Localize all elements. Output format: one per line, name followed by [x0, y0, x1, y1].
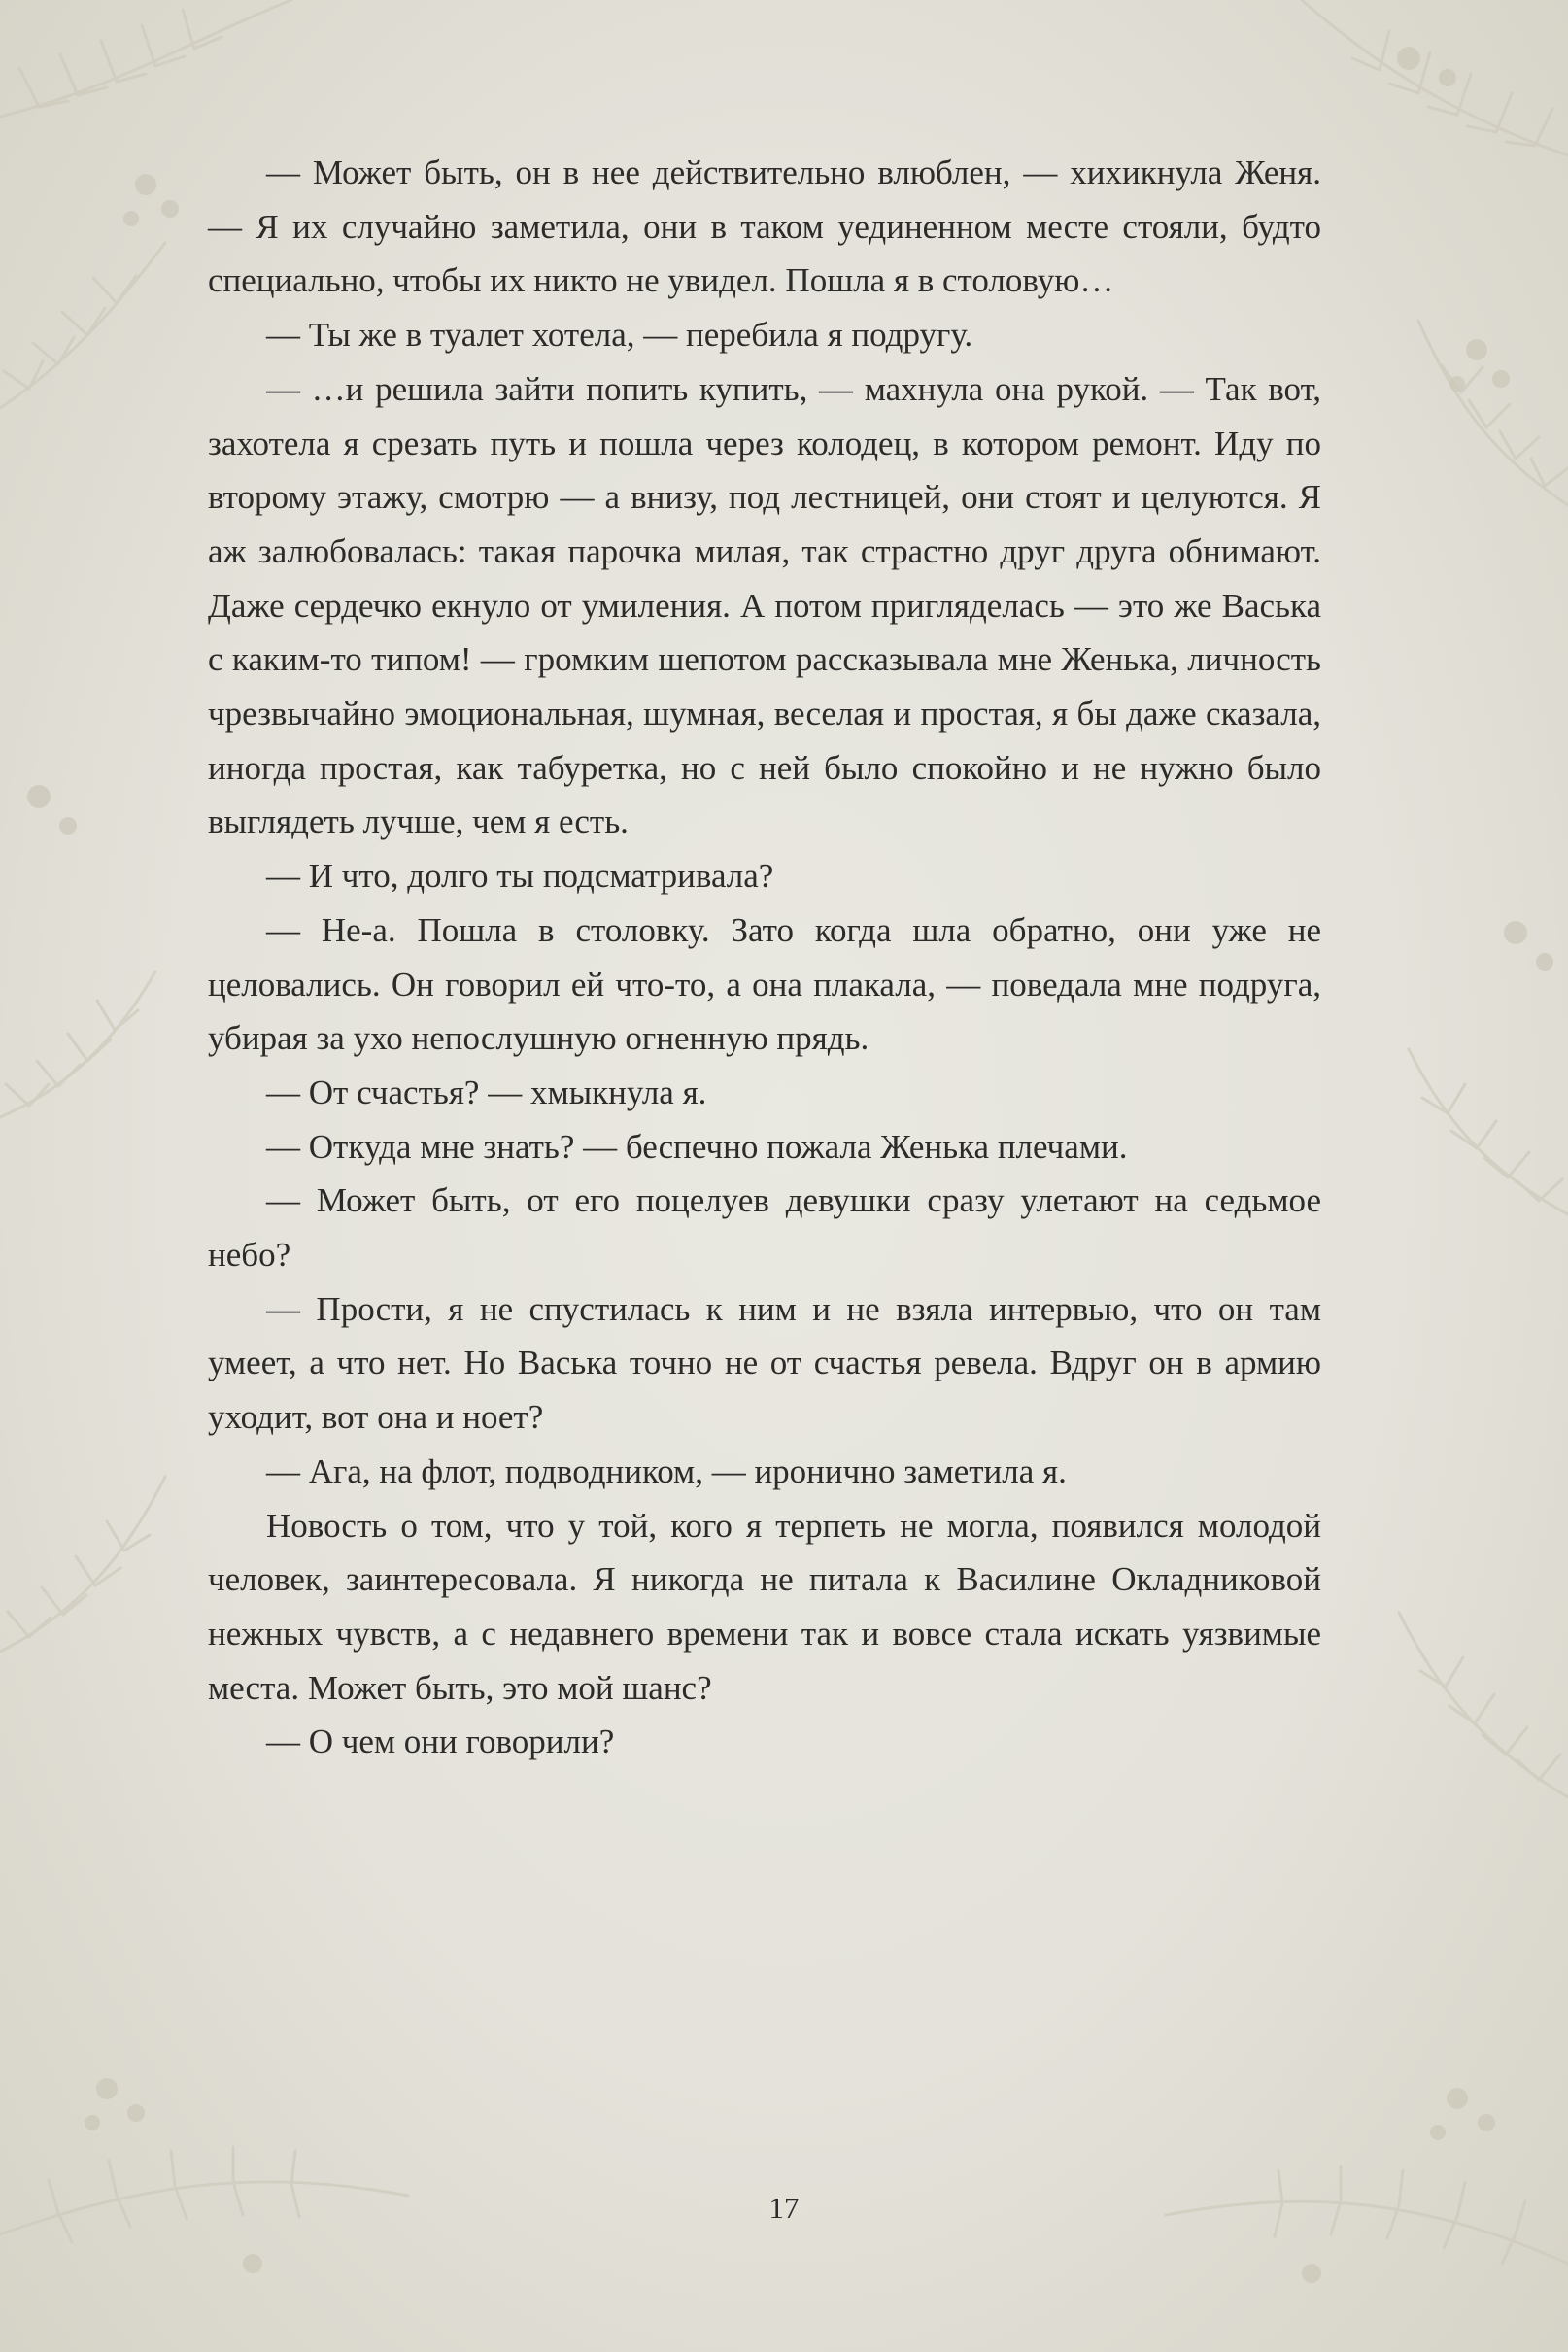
- paragraph: — Может быть, он в нее действительно влюблен, — хихикнула Женя. — Я их случайно заметила, они в таком уединенном месте стояли, будто специально, чтобы их никто не увидел. Пошла я в столовую…: [208, 153, 1321, 300]
- paragraph: — Откуда мне знать? — беспечно пожала Женька плечами.: [266, 1127, 1128, 1166]
- paragraph: Новость о том, что у той, кого я терпеть не могла, появился молодой человек, заинтересовала. Я никогда не питала к Василине Окладниковой нежных чувств, а с недавнего времени так и вовсе стала искать уязвимые места. Может быть, это мой шанс?: [208, 1506, 1321, 1707]
- paragraph: — О чем они говорили?: [266, 1722, 615, 1761]
- paragraph: — Ага, на флот, подводником, — иронично заметила я.: [266, 1451, 1067, 1490]
- paragraph: — От счастья? — хмыкнула я.: [266, 1073, 707, 1111]
- paragraph: — Может быть, от его поцелуев девушки сразу улетают на седьмое небо?: [208, 1181, 1321, 1275]
- paragraph: — Ты же в туалет хотела, — перебила я подругу.: [266, 316, 973, 355]
- paragraph: — Прости, я не спустилась к ним и не взяла интервью, что он там умеет, а что нет. Но Васька точно не от счастья ревела. Вдруг он в армию уходит, вот она и ноет?: [208, 1289, 1321, 1437]
- paragraph: — И что, долго ты подсматривала?: [266, 857, 774, 896]
- page-number: 17: [768, 2191, 800, 2225]
- paragraph: — Не-а. Пошла в столовку. Зато когда шла обратно, они уже не целовались. Он говорил ей что-то, а она плакала, — поведала мне подруга, убирая за ухо непослушную огненную прядь.: [208, 910, 1321, 1058]
- page-body-text: [208, 146, 1321, 1769]
- paragraph: — …и решила зайти попить купить, — махнула она рукой. — Так вот, захотела я срезать путь и пошла через колодец, в котором ремонт. Иду по второму этажу, смотрю — а внизу, под лестницей, они стоят и целуются. Я аж залюбовалась: такая парочка милая, так страстно друг друга обнимают. Даже сердечко екнуло от умиления. А потом пригляделась — это же Васька с каким-то типом! — громким шепотом рассказывала мне Женька, личность чрезвычайно эмоциональная, шумная, веселая и простая, я бы даже сказала, иногда простая, как табуретка, но с ней было спокойно и не нужно было выглядеть лучше, чем я есть.: [208, 369, 1321, 841]
